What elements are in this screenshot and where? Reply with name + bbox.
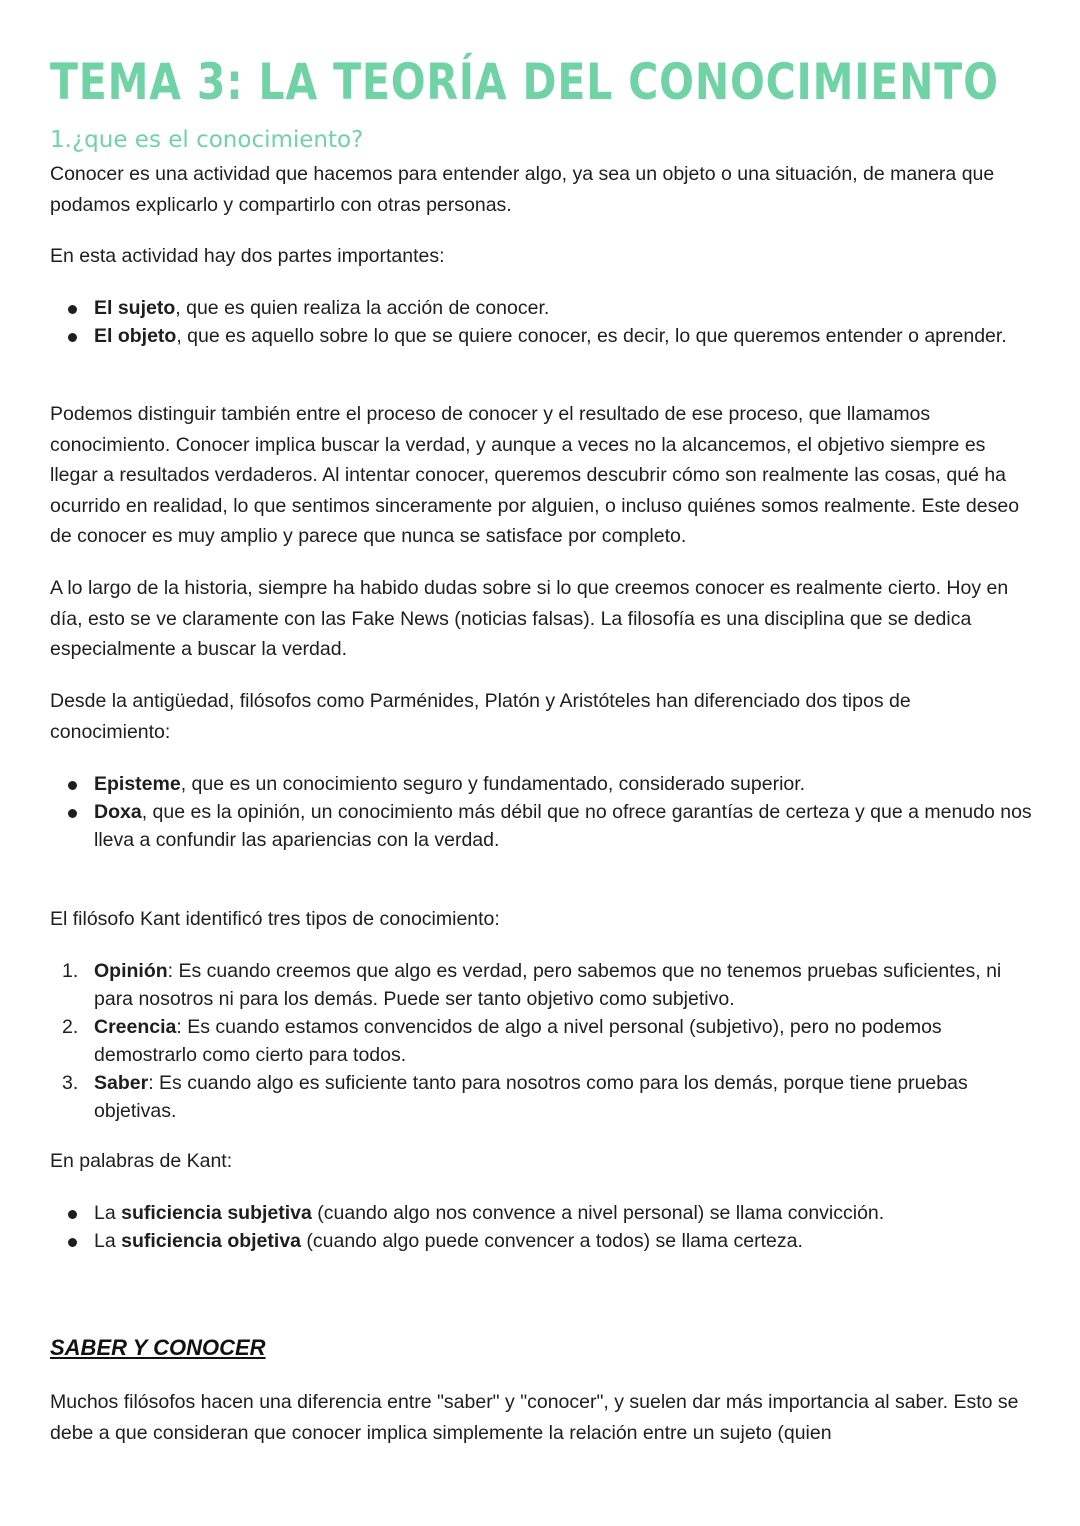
- list-item-text: : Es cuando creemos que algo es verdad, pero sabemos que no tenemos pruebas suficientes, ni para nosotros ni para los demás. Puede ser tanto objetivo como subjetivo.: [94, 960, 1002, 1010]
- paragraph-history: A lo largo de la historia, siempre ha habido dudas sobre si lo que creemos conocer es realmente cierto. Hoy en día, esto se ve claramente con las Fake News (noticias falsas). La filosofía es una disciplina que se dedica especialmente a buscar la verdad.: [50, 577, 1009, 660]
- list-item-bold: El objeto: [94, 325, 177, 347]
- list-item-text: : Es cuando algo es suficiente tanto para nosotros como para los demás, porque tiene pruebas objetivas.: [94, 1072, 968, 1122]
- list-item-text: (cuando algo puede convencer a todos) se llama certeza.: [301, 1230, 803, 1252]
- list-number: 3.: [62, 1072, 79, 1094]
- list-item-text: , que es aquello sobre lo que se quiere conocer, es decir, lo que queremos entender o aprender.: [176, 325, 1007, 347]
- paragraph-intro: Conocer es una actividad que hacemos para entender algo, ya sea un objeto o una situación, de manera que podamos explicarlo y compartirlo con otras personas.: [50, 163, 995, 216]
- paragraph-antiquity: Desde la antigüedad, filósofos como Parménides, Platón y Aristóteles han diferenciado dos tipos de conocimiento:: [50, 690, 911, 743]
- list-item: [50, 1069, 1035, 1125]
- list-item: [50, 1013, 1035, 1069]
- list-item-bold: El sujeto: [94, 297, 176, 319]
- list-subject-object: [50, 294, 1035, 350]
- list-item-text: , que es quien realiza la acción de conocer.: [175, 297, 550, 319]
- list-item-bold: suficiencia subjetiva: [121, 1202, 312, 1224]
- list-item-text: (cuando algo nos convence a nivel personal) se llama convicción.: [311, 1202, 885, 1224]
- paragraph-kant-words: En palabras de Kant:: [50, 1150, 233, 1172]
- paragraph-two-parts: En esta actividad hay dos partes importantes:: [50, 245, 445, 267]
- list-item-bold: Opinión: [94, 960, 168, 982]
- section-subtitle: 1.¿que es el conocimiento?: [50, 127, 364, 153]
- list-item: [50, 957, 1035, 1013]
- paragraph-kant: El filósofo Kant identificó tres tipos de conocimiento:: [50, 908, 500, 930]
- section-heading-saber-conocer: SABER Y CONOCER: [50, 1335, 266, 1360]
- list-item: [50, 770, 1035, 798]
- list-number: 2.: [62, 1016, 79, 1038]
- list-kant-types: [50, 957, 1035, 1125]
- list-item-text: : Es cuando estamos convencidos de algo a nivel personal (subjetivo), pero no podemos demostrarlo como cierto para todos.: [94, 1016, 942, 1066]
- list-item-bold: Creencia: [94, 1016, 177, 1038]
- list-item: [50, 1199, 1035, 1227]
- list-item-bold: Episteme: [94, 773, 181, 795]
- list-item-prefix: La: [94, 1202, 122, 1224]
- list-number: 1.: [62, 960, 79, 982]
- list-item-prefix: La: [94, 1230, 122, 1252]
- list-sufficiency: [50, 1199, 1035, 1255]
- list-item-text: , que es la opinión, un conocimiento más débil que no ofrece garantías de certeza y que a menudo nos lleva a confundir las apariencias con la verdad.: [94, 801, 1032, 851]
- list-item-bold: suficiencia objetiva: [121, 1230, 302, 1252]
- list-item-bold: Saber: [94, 1072, 149, 1094]
- paragraph-process: Podemos distinguir también entre el proceso de conocer y el resultado de ese proceso, que llamamos conocimiento. Conocer implica buscar la verdad, y aunque a veces no la alcancemos, el objetivo siempre es llegar a resultados verdaderos. Al intentar conocer, queremos descubrir cómo son realmente las cosas, qué ha ocurrido en realidad, lo que sentimos sinceramente por alguien, o incluso quiénes somos realmente. Este deseo de conocer es muy amplio y parece que nunca se satisface por completo.: [50, 403, 1020, 547]
- list-item: [50, 798, 1035, 854]
- list-item-bold: Doxa: [94, 801, 142, 823]
- page-title: TEMA 3: LA TEORÍA DEL CONOCIMIENTO: [50, 53, 999, 111]
- list-item: [50, 322, 1035, 350]
- list-item: [50, 1227, 1035, 1255]
- list-item: [50, 294, 1035, 322]
- list-episteme-doxa: [50, 770, 1035, 854]
- paragraph-saber-conocer: Muchos filósofos hacen una diferencia entre "saber" y "conocer", y suelen dar más importancia al saber. Esto se debe a que consideran que conocer implica simplemente la relación entre un sujeto (quien: [50, 1391, 1019, 1444]
- list-item-text: , que es un conocimiento seguro y fundamentado, considerado superior.: [180, 773, 806, 795]
